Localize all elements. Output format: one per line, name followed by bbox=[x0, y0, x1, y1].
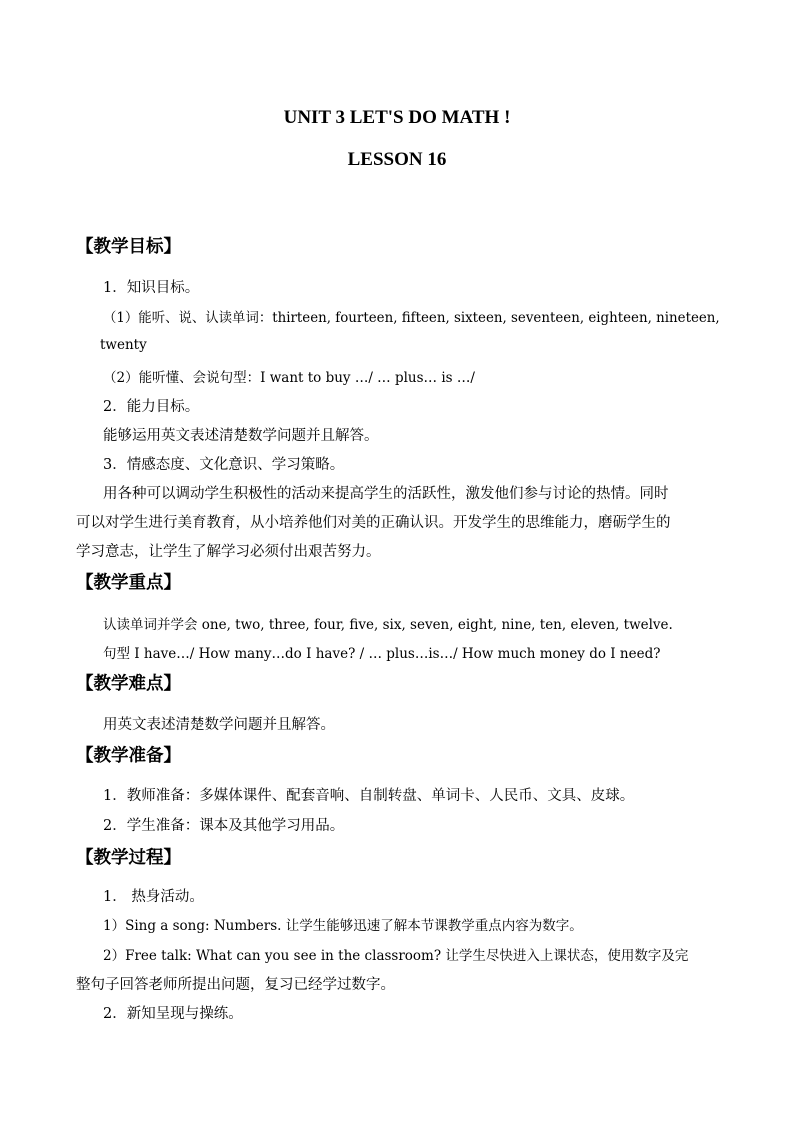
objective-line: （2）能听懂、会说句型：I want to buy …/ … plus… is …/ bbox=[103, 370, 475, 386]
lesson-title: LESSON 16 bbox=[347, 149, 447, 170]
objective-line: 3．情感态度、文化意识、学习策略。 bbox=[103, 457, 345, 473]
heading-objectives: 【教学目标】 bbox=[76, 237, 181, 257]
preparation-line: 1．教师准备：多媒体课件、配套音响、自制转盘、单词卡、人民币、文具、皮球。 bbox=[103, 788, 635, 804]
process-line: 2）Free talk: What can you see in the classroom? 让学生尽快进入上课状态，使用数字及完 bbox=[103, 948, 689, 964]
key-point-line: 认读单词并学会 one, two, three, four, five, six, seven, eight, nine, ten, eleven, twelve. bbox=[103, 617, 673, 633]
process-line: 2．新知呈现与操练。 bbox=[103, 1006, 243, 1022]
objective-line: 2．能力目标。 bbox=[103, 399, 200, 415]
key-point-line: 句型 I have…/ How many…do I have? / … plus…is…/ How much money do I need? bbox=[103, 646, 661, 662]
heading-preparation: 【教学准备】 bbox=[76, 746, 181, 766]
objective-line: 可以对学生进行美育教育，从小培养他们对美的正确认识。开发学生的思维能力，磨砺学生的 bbox=[76, 515, 671, 531]
process-line: 1． 热身活动。 bbox=[103, 889, 204, 905]
objective-line: 1．知识目标。 bbox=[103, 280, 200, 296]
heading-key-points: 【教学重点】 bbox=[76, 573, 181, 593]
process-line: 1）Sing a song: Numbers. 让学生能够迅速了解本节课教学重点内容为数字。 bbox=[103, 918, 583, 934]
objective-line: 用各种可以调动学生积极性的活动来提高学生的活跃性，激发他们参与讨论的热情。同时 bbox=[103, 486, 669, 502]
unit-title: UNIT 3 LET'S DO MATH ! bbox=[283, 107, 511, 128]
process-line: 整句子回答老师所提出问题，复习已经学过数字。 bbox=[76, 977, 395, 993]
heading-difficulties: 【教学难点】 bbox=[76, 674, 181, 694]
objective-line: （1）能听、说、认读单词：thirteen, fourteen, fifteen, sixteen, seventeen, eighteen, nineteen, bbox=[103, 310, 720, 326]
heading-process: 【教学过程】 bbox=[76, 848, 181, 868]
difficulty-line: 用英文表述清楚数学问题并且解答。 bbox=[103, 717, 335, 733]
objective-line: 学习意志，让学生了解学习必须付出艰苦努力。 bbox=[76, 544, 381, 560]
objective-line: twenty bbox=[100, 337, 147, 353]
preparation-line: 2．学生准备：课本及其他学习用品。 bbox=[103, 818, 345, 834]
objective-line: 能够运用英文表述清楚数学问题并且解答。 bbox=[103, 428, 379, 444]
